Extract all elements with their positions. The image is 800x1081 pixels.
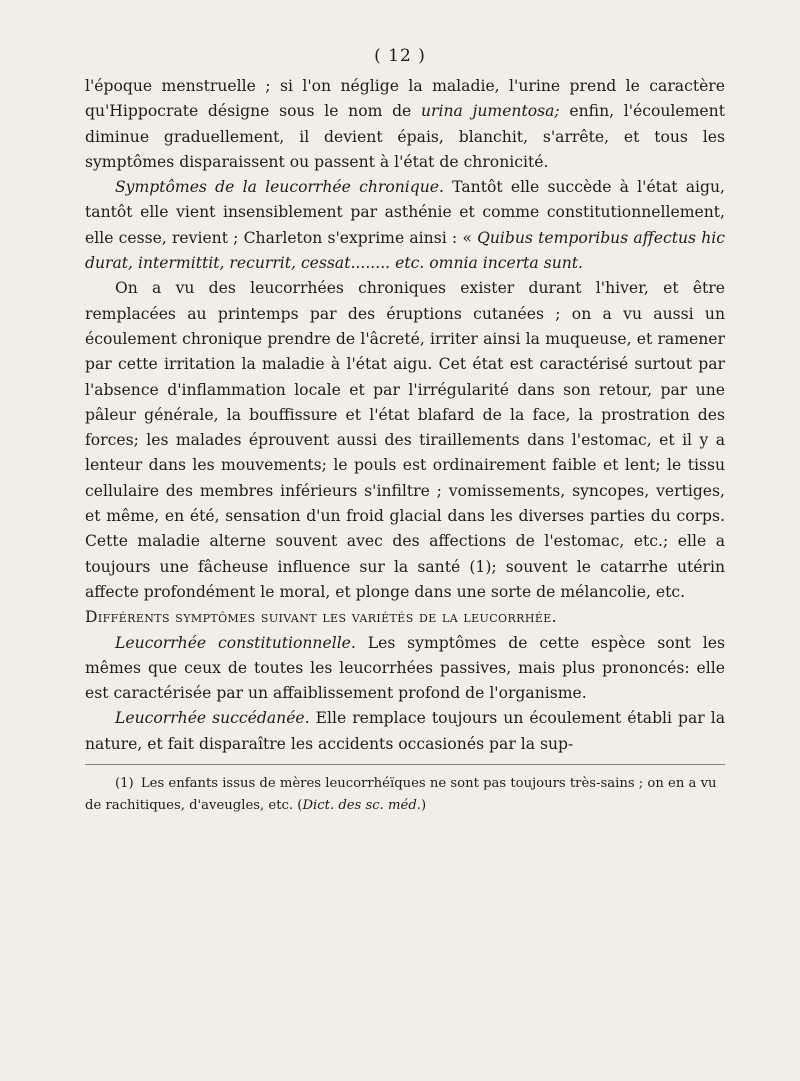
paragraph-1-text: l'époque menstruelle ; si l'on néglige la maladie, l'urine prend le caractère qu'Hippocrate désigne sous le nom de xyxy=(85,77,725,121)
paragraph-5 xyxy=(85,706,725,757)
paragraph-2-text: Tantôt elle succède à l'état aigu, tantôt elle vient insensiblement par asthénie et comme constitutionnellement, elle cesse, revient ; Charleton s'exprime ainsi : « xyxy=(85,178,725,247)
footnote-source-close: ) xyxy=(421,798,427,814)
footnote-text: Les enfants issus de mères leucorrhéïques ne sont pas toujours très-sains ; on en a vu de rachitiques, d'aveugles, etc. xyxy=(85,776,717,814)
paragraph-1-latin-term: urina jumentosa; xyxy=(421,102,560,121)
latin-quote: Quibus temporibus affectus hic durat, intermittit, recurrit, cessat........ xyxy=(85,228,725,273)
section-title-constitutional: Leucorrhée constitutionnelle. xyxy=(115,633,356,652)
paragraph-3: On a vu des leucorrhées chroniques exister durant l'hiver, et être remplacées au printemps par des éruptions cutanées ; on a vu aussi un écoulement chronique prendre de l'âcreté, irriter ainsi la muqueuse, et ramener par cette irritation la maladie à l'état aigu. Cet état est caractérisé surtout par l'absence d'inflammation locale et par l'irrégularité dans son retour, par une pâleur générale, la bouffissure et l'état blafard de la face, la prostration des forces; les malades éprouvent aussi des tiraillements dans l'estomac, et il y a lenteur dans les mouvements; le pouls est ordinairement faible et lent; le tissu cellulaire des membres inférieurs s'infiltre ; vomissements, syncopes, vertiges, et même, en été, sensation d'un froid glacial dans les diverses parties du corps. Cette maladie alterne souvent avec des affections de l'estomac, etc.; elle a toujours une fâcheuse influence sur la santé (1); souvent le catarrhe utérin affecte profondément le moral, et plonge dans une sorte de mélancolie, etc. xyxy=(85,279,725,601)
paragraph-5-text: Elle remplace toujours un écoulement établi par la nature, et fait disparaître les accidents occasionés par la sup- xyxy=(85,709,726,753)
paragraph-4 xyxy=(85,631,725,707)
footnote-number: (1) xyxy=(115,776,134,792)
page-body xyxy=(85,74,725,817)
footnote-divider xyxy=(85,764,725,765)
paragraph-4-text: Les symptômes de cette espèce sont les mêmes que ceux de toutes les leucorrhées passives, mais plus prononcés: elle est caractérisée par un affaiblissement profond de l'organisme. xyxy=(85,633,725,703)
section-title-chronic: Symptômes de la leucorrhée chronique. xyxy=(115,178,444,197)
page-number: ( 12 ) xyxy=(374,46,426,66)
section-heading: Différents symptômes suivant les variétés de la leucorrhée. xyxy=(85,608,558,627)
footnote-source-open: ( xyxy=(297,798,303,814)
footnote-source: Dict. des sc. méd. xyxy=(302,798,421,814)
paragraph-2 xyxy=(85,175,725,276)
footnote xyxy=(85,773,725,817)
paragraph-1-rest: enfin, l'écoulement diminue graduellement, il devient épais, blanchit, s'arrête, et tous les symptômes disparaissent ou passent à l'état de chronicité. xyxy=(85,102,725,171)
section-title-succedanee: Leucorrhée succédanée. xyxy=(115,709,310,728)
latin-quote-etc: etc. xyxy=(395,254,425,273)
latin-quote-end: omnia incerta sunt. xyxy=(429,254,584,273)
paragraph-1 xyxy=(85,74,725,175)
